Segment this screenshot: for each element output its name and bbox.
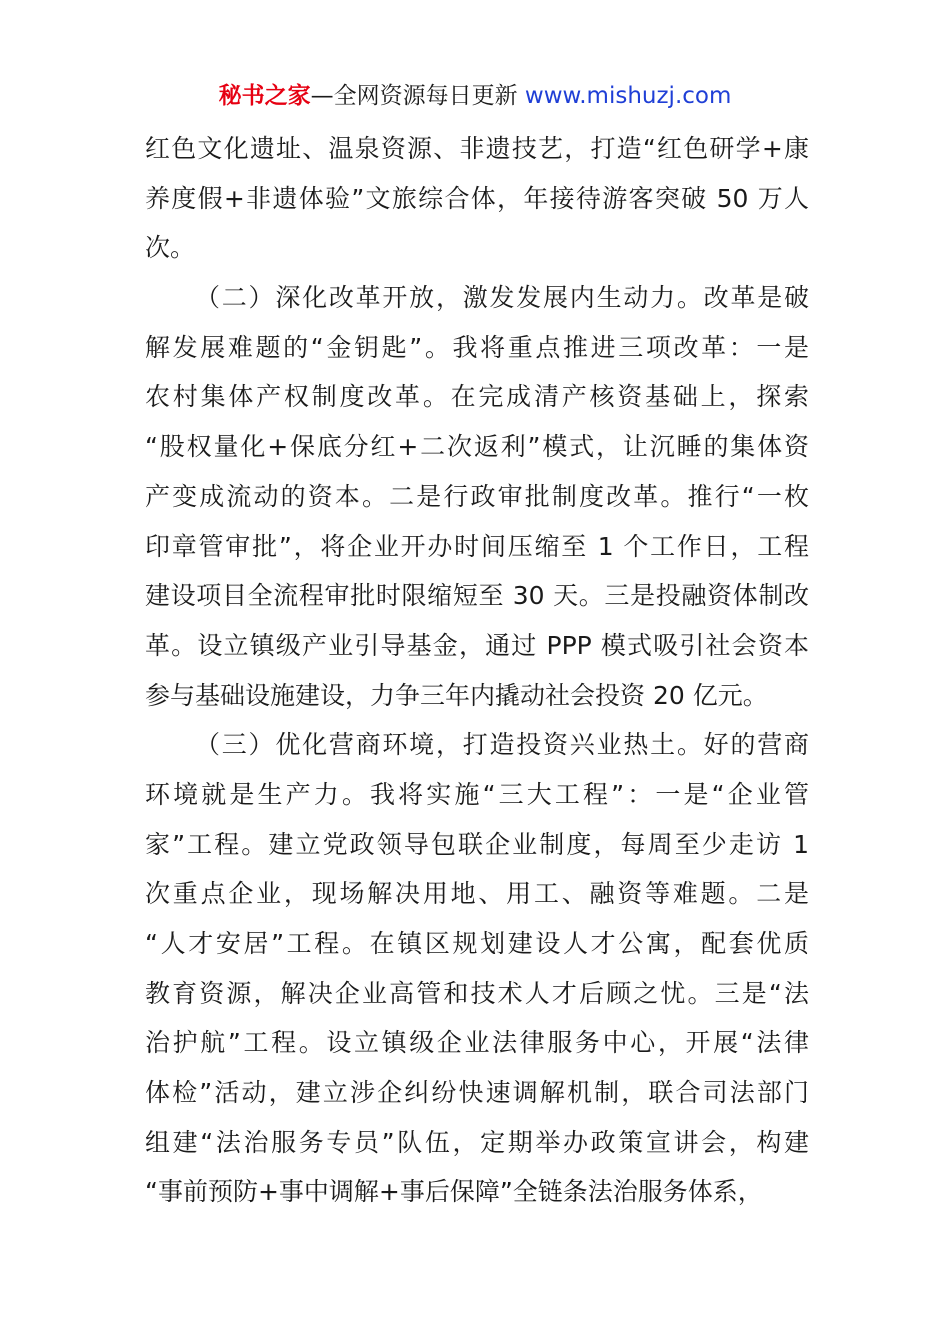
text-line: 参与基础设施建设，力争三年内撬动社会投资 20 亿元。 (145, 680, 768, 710)
text-line: 产变成流动的资本。二是行政审批制度改革。推行“一枚 (145, 481, 809, 511)
text-line: 家”工程。建立党政领导包联企业制度，每周至少走访 1 (145, 829, 809, 859)
text-line: 建设项目全流程审批时限缩短至 30 天。三是投融资体制改 (145, 581, 809, 611)
text-line: 次重点企业，现场解决用地、用工、融资等难题。二是 (145, 879, 809, 909)
site-header (0, 80, 950, 112)
text-line: 革。设立镇级产业引导基金，通过 PPP 模式吸引社会资本 (145, 630, 809, 660)
text-line: “股权量化+保底分红+二次返利”模式，让沉睡的集体资 (145, 432, 809, 462)
text-line: “人才安居”工程。在镇区规划建设人才公寓，配套优质 (145, 929, 809, 958)
site-brand: 秘书之家 (218, 83, 311, 109)
section-heading-line: （二）深化改革开放，激发发展内生动力。改革是破 (195, 283, 809, 313)
site-url-link[interactable]: www.mishuzj.com (524, 83, 732, 109)
text-line: 养度假+非遗体验”文旅综合体，年接待游客突破 50 万人 (145, 183, 809, 213)
text-line: 体检”活动，建立涉企纠纷快速调解机制，联合司法部门 (145, 1078, 809, 1108)
text-line: 红色文化遗址、温泉资源、非遗技艺，打造“红色研学+康 (145, 134, 809, 163)
text-line: 教育资源，解决企业高管和技术人才后顾之忧。三是“法 (145, 978, 809, 1008)
document-body (145, 124, 809, 1217)
section-heading-line: （三）优化营商环境，打造投资兴业热土。好的营商 (195, 730, 809, 760)
text-line: 治护航”工程。设立镇级企业法律服务中心，开展“法律 (145, 1028, 809, 1058)
text-line: 解发展难题的“金钥匙”。我将重点推进三项改革：一是 (145, 332, 809, 362)
text-line: 环境就是生产力。我将实施“三大工程”：一是“企业管 (145, 779, 809, 809)
text-line: 印章管审批”，将企业开办时间压缩至 1 个工作日，工程 (145, 531, 809, 561)
text-line: 次。 (145, 233, 196, 263)
text-line: 农村集体产权制度改革。在完成清产核资基础上，探索 (145, 382, 809, 412)
text-line: 组建“法治服务专员”队伍，定期举办政策宣讲会，构建 (145, 1127, 809, 1157)
text-line: “事前预防+事中调解+事后保障”全链条法治服务体系， (145, 1177, 763, 1207)
site-tagline: —全网资源每日更新 (310, 83, 525, 109)
